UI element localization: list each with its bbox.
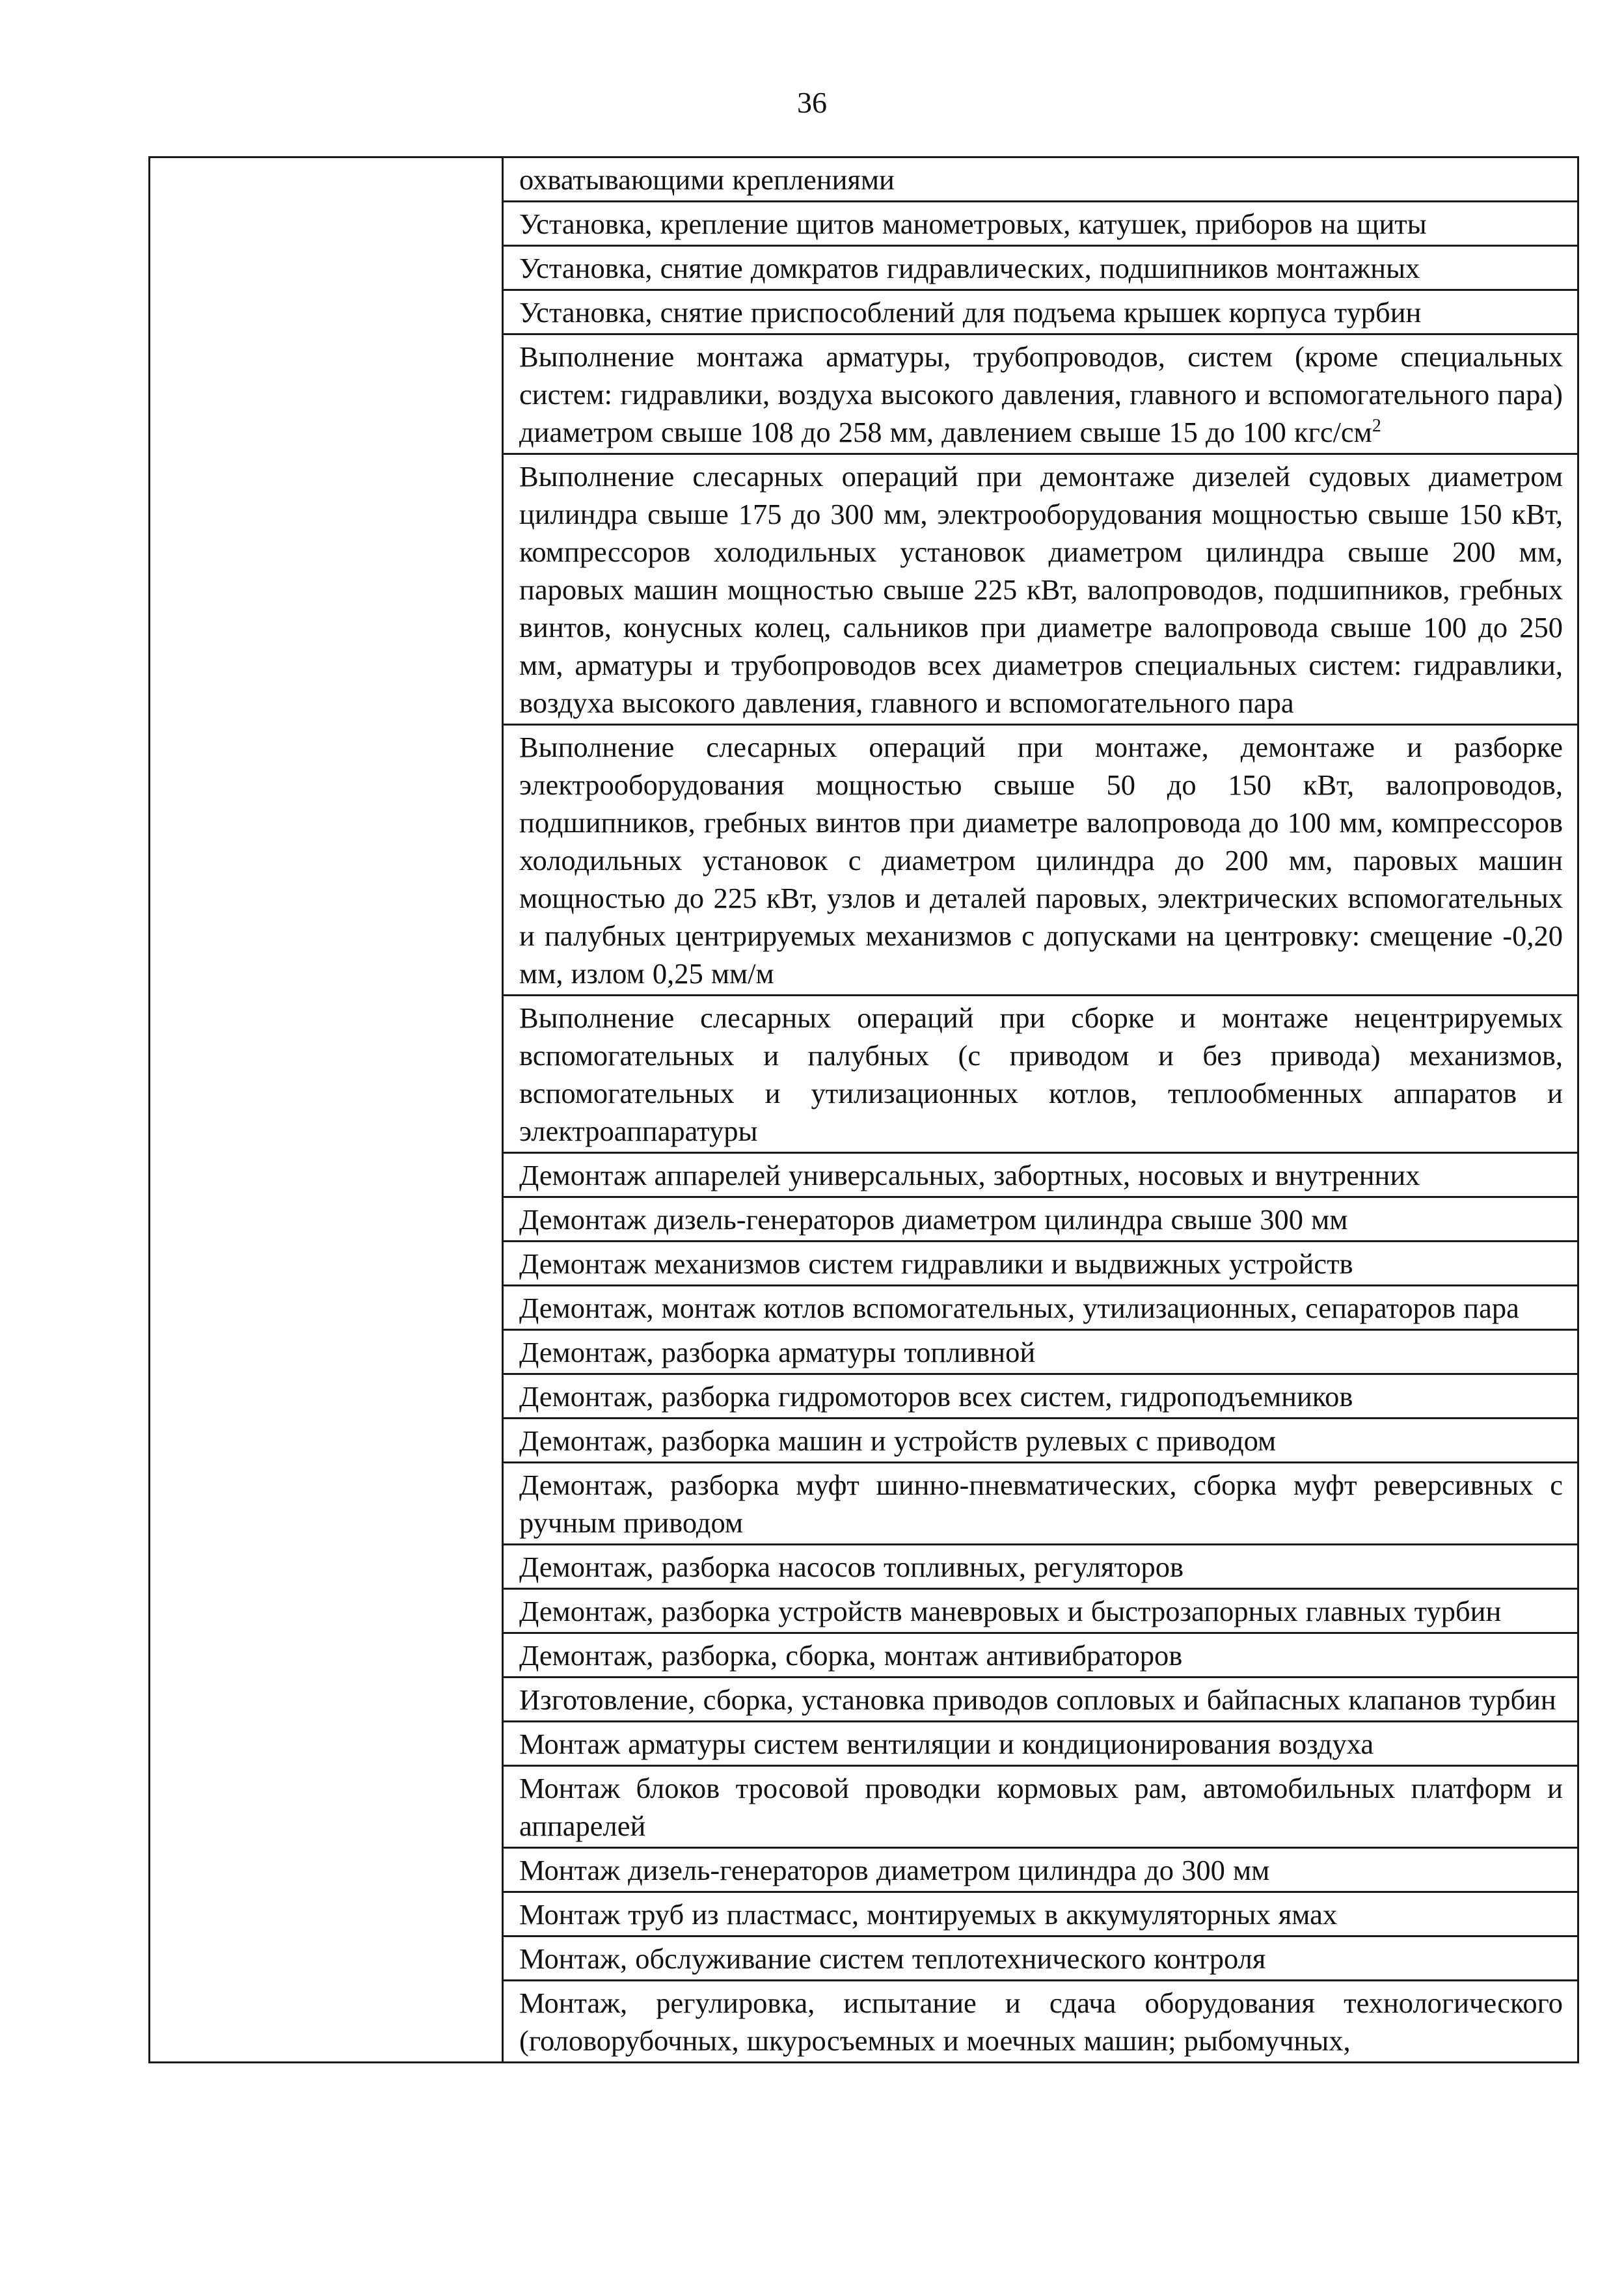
work-item-cell: Монтаж, регулировка, испытание и сдача оборудования технологического (головорубочных, шкуросъемных и моечных машин; рыбомучных,	[503, 1981, 1578, 2063]
work-item-cell: охватывающими креплениями	[503, 157, 1578, 202]
work-item-cell: Демонтаж, разборка насосов топливных, регуляторов	[503, 1545, 1578, 1589]
work-item-cell: Демонтаж, разборка муфт шинно-пневматических, сборка муфт реверсивных с ручным приводом	[503, 1463, 1578, 1545]
work-item-cell: Демонтаж, разборка, сборка, монтаж антивибраторов	[503, 1633, 1578, 1678]
work-item-cell: Демонтаж, разборка гидромоторов всех систем, гидроподъемников	[503, 1374, 1578, 1419]
work-item-cell: Выполнение слесарных операций при монтаже, демонтаже и разборке электрооборудования мощностью свыше 50 до 150 кВт, валопроводов, подшипников, гребных винтов при диаметре валопровода до 100 мм, компрессоров холодильных установок с диаметром цилиндра до 200 мм, паровых машин мощностью до 225 кВт, узлов и деталей паровых, электрических вспомогательных и палубных центрируемых механизмов с допусками на центровку: смещение -0,20 мм, излом 0,25 мм/м	[503, 725, 1578, 996]
superscript: 2	[1372, 416, 1381, 437]
work-item-cell: Выполнение слесарных операций при сборке и монтаже нецентрируемых вспомогательных и палубных (с приводом и без привода) механизмов, вспомогательных и утилизационных котлов, теплообменных аппаратов и электроаппаратуры	[503, 996, 1578, 1153]
work-item-cell	[503, 334, 1578, 454]
work-item-cell: Монтаж труб из пластмасс, монтируемых в аккумуляторных ямах	[503, 1892, 1578, 1936]
work-item-cell: Изготовление, сборка, установка приводов сопловых и байпасных клапанов турбин	[503, 1678, 1578, 1722]
page-number: 36	[797, 86, 827, 119]
work-item-cell: Демонтаж механизмов систем гидравлики и выдвижных устройств	[503, 1242, 1578, 1286]
work-item-cell: Монтаж блоков тросовой проводки кормовых рам, автомобильных платформ и аппарелей	[503, 1766, 1578, 1848]
left-column-cell	[150, 157, 503, 2063]
table-row	[150, 157, 1578, 202]
work-item-cell: Демонтаж, разборка арматуры топливной	[503, 1330, 1578, 1374]
work-item-cell: Монтаж дизель-генераторов диаметром цилиндра до 300 мм	[503, 1848, 1578, 1892]
work-table	[148, 156, 1579, 2063]
work-item-cell: Установка, крепление щитов манометровых, катушек, приборов на щиты	[503, 202, 1578, 246]
work-item-cell: Демонтаж, разборка устройств маневровых и быстрозапорных главных турбин	[503, 1589, 1578, 1633]
work-item-cell: Установка, снятие приспособлений для подъема крышек корпуса турбин	[503, 290, 1578, 334]
work-item-cell: Демонтаж дизель-генераторов диаметром цилиндра свыше 300 мм	[503, 1197, 1578, 1242]
work-item-cell: Выполнение слесарных операций при демонтаже дизелей судовых диаметром цилиндра свыше 175 до 300 мм, электрооборудования мощностью свыше 150 кВт, компрессоров холодильных установок диаметром цилиндра свыше 200 мм, паровых машин мощностью свыше 225 кВт, валопроводов, подшипников, гребных винтов, конусных колец, сальников при диаметре валопровода свыше 100 до 250 мм, арматуры и трубопроводов всех диаметров специальных систем: гидравлики, воздуха высокого давления, главного и вспомогательного пара	[503, 454, 1578, 725]
work-item-text: Выполнение монтажа арматуры, трубопроводов, систем (кроме специальных систем: гидравлики, воздуха высокого давления, главного и вспомогательного пара) диаметром свыше 108 до 258 мм, давлением свыше 15 до 100 кгс/см	[519, 340, 1563, 448]
work-item-cell: Демонтаж, разборка машин и устройств рулевых с приводом	[503, 1419, 1578, 1463]
work-item-cell: Установка, снятие домкратов гидравлических, подшипников монтажных	[503, 246, 1578, 290]
work-item-cell: Демонтаж аппарелей универсальных, забортных, носовых и внутренних	[503, 1153, 1578, 1197]
work-item-cell: Монтаж, обслуживание систем теплотехнического контроля	[503, 1936, 1578, 1981]
work-item-cell: Демонтаж, монтаж котлов вспомогательных, утилизационных, сепараторов пара	[503, 1286, 1578, 1330]
work-item-cell: Монтаж арматуры систем вентиляции и кондиционирования воздуха	[503, 1722, 1578, 1766]
